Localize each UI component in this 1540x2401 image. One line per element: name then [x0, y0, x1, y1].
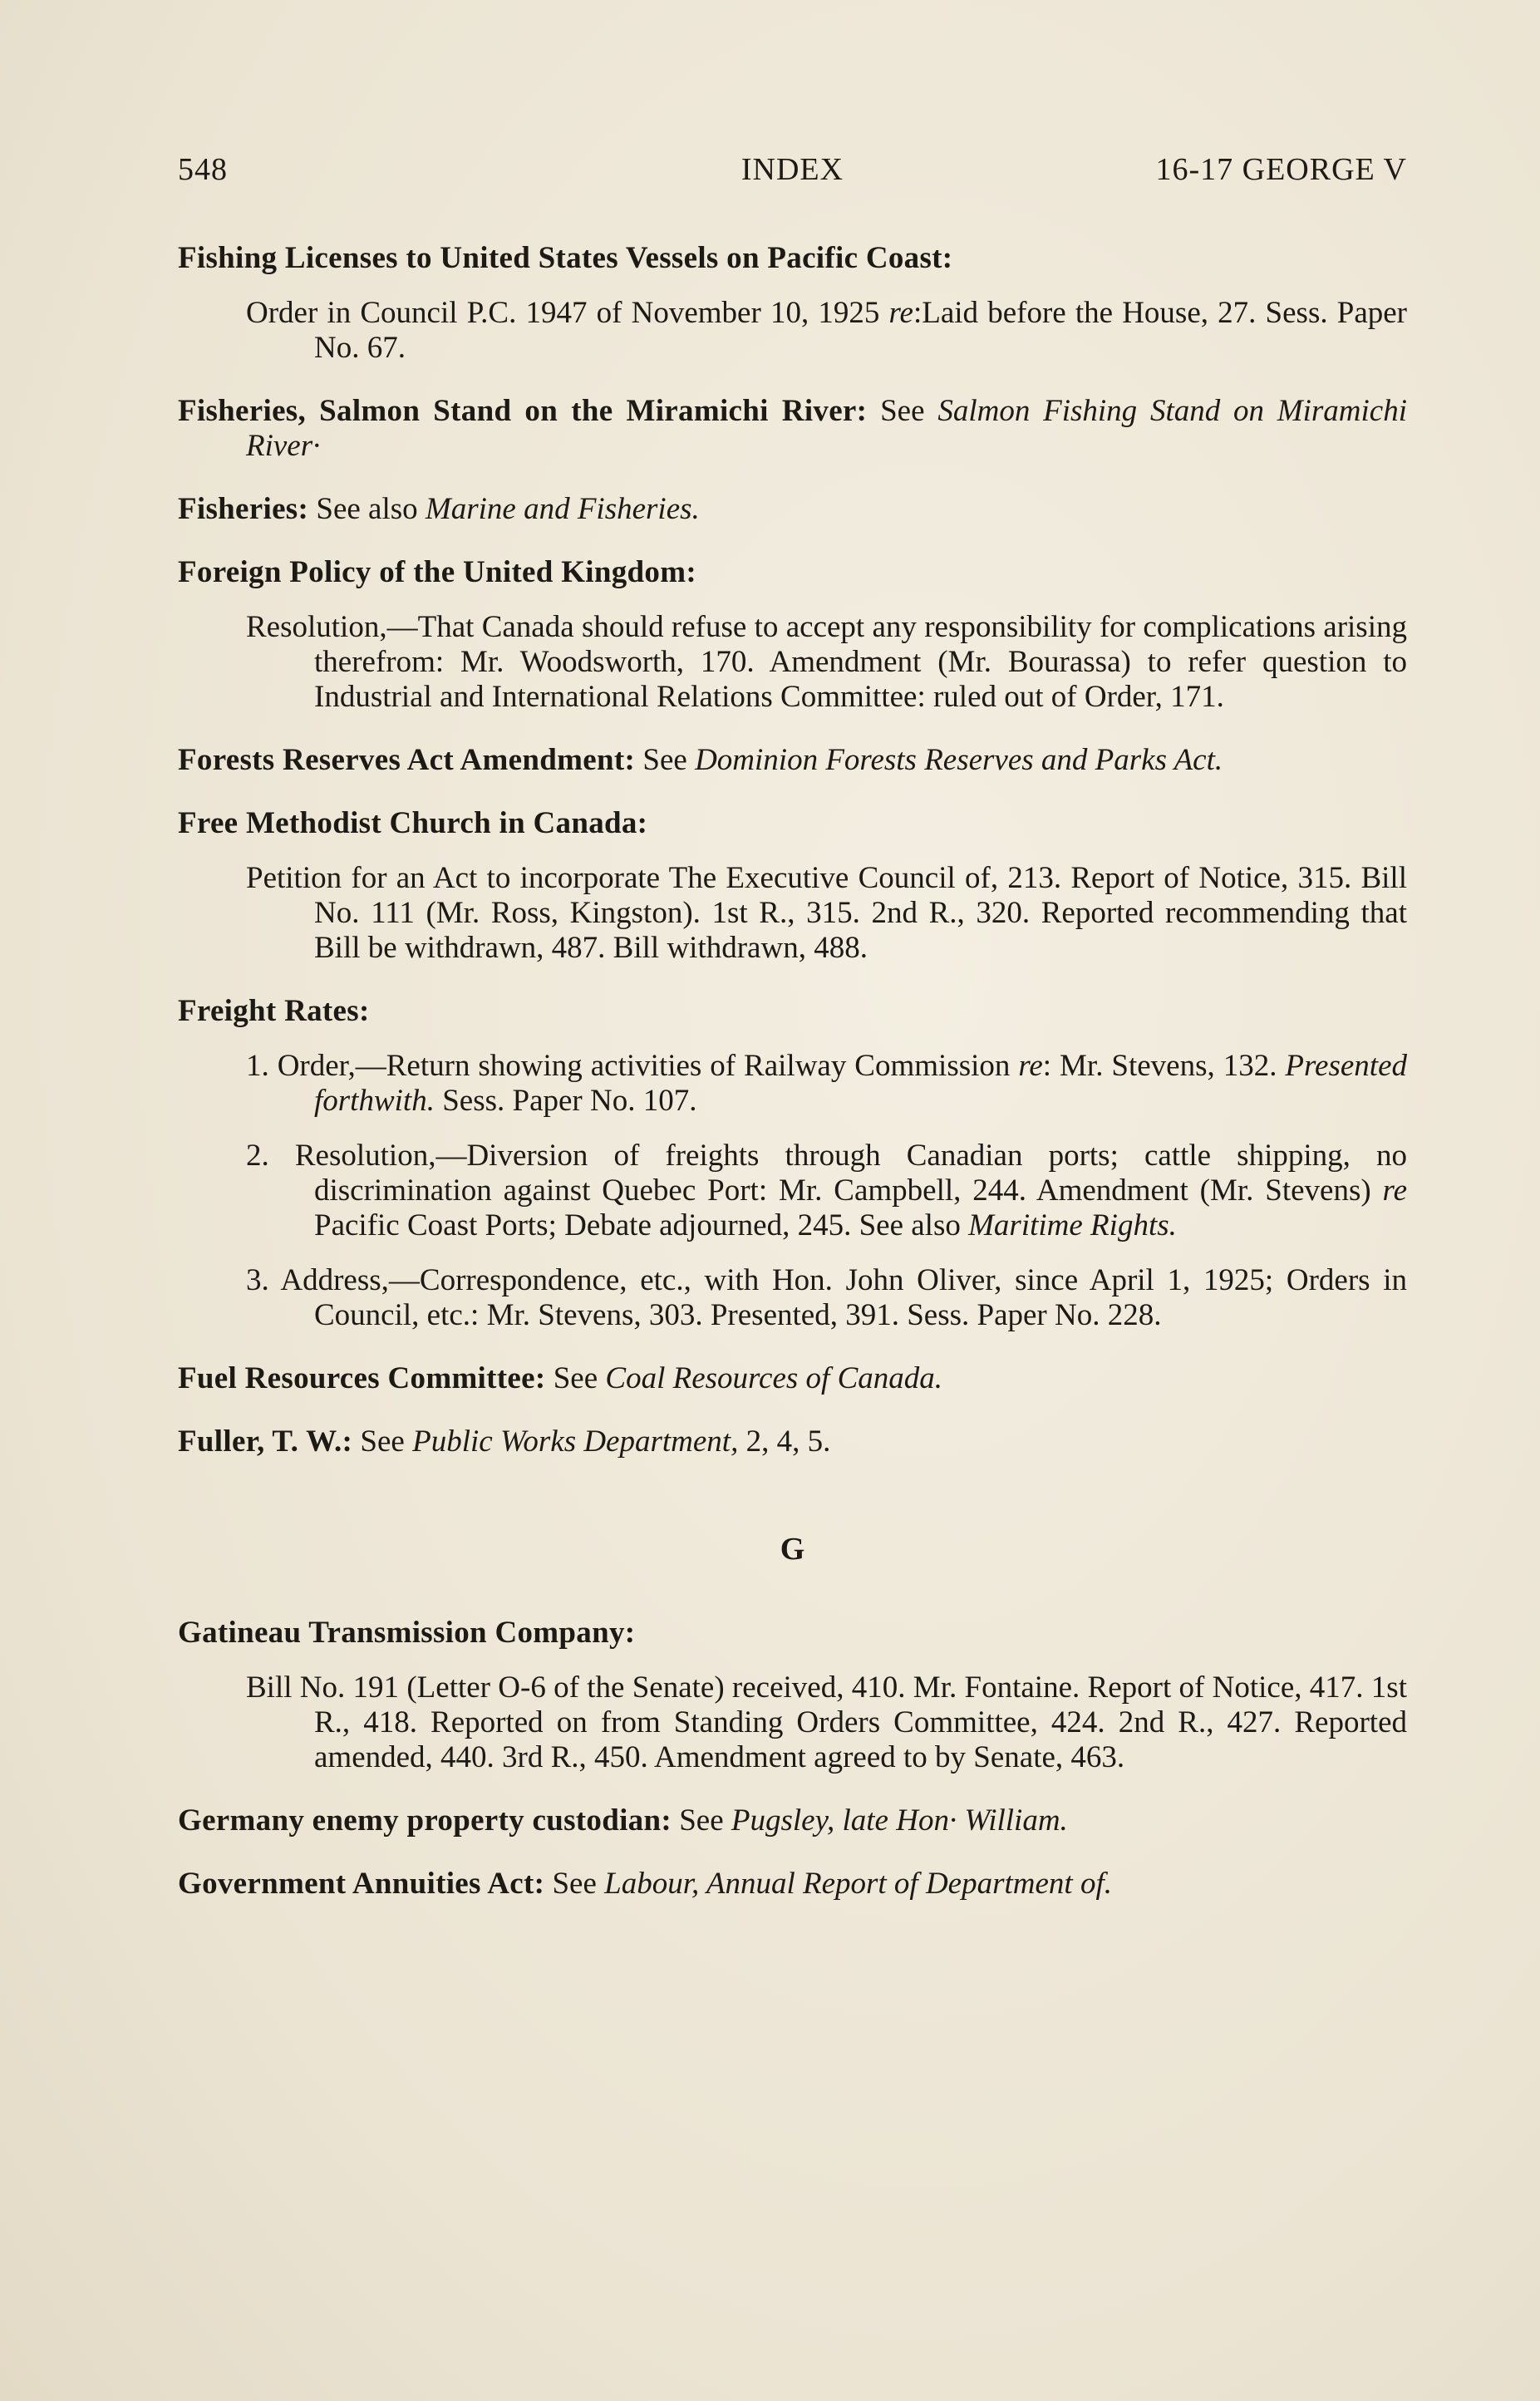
body-text: : Mr. Stevens, 132.: [1042, 1049, 1286, 1083]
entry-heading-text: Fuel Resources Committee:: [178, 1361, 546, 1395]
see-label: See: [552, 1867, 597, 1901]
body-text: Bill No. 191 (Letter O-6 of the Senate) received, 410. Mr. Fontaine. Report of Notice, 417. 1st R., 418. Reported on from Standing Orders Committee, 424. 2nd R., 427. Reported amended, 440. 3rd R., 450. Amendment agreed to by Senate, 463.: [246, 1670, 1407, 1774]
page-refs: 2, 4, 5.: [738, 1424, 831, 1459]
entry-heading: [178, 1867, 1407, 1902]
entry-body: [246, 610, 1407, 715]
body-italic: re: [888, 296, 913, 330]
body-italic: Maritime Rights.: [968, 1208, 1177, 1242]
entry-heading-text: Forests Reserves Act Amendment:: [178, 743, 636, 777]
body-italic: Presented forthwith.: [314, 1049, 1407, 1118]
body-text: Order in Council P.C. 1947 of November 10, 1925: [246, 296, 889, 330]
index-entry: [178, 555, 1407, 715]
entry-heading: [178, 806, 1407, 841]
entry-heading: [178, 743, 1407, 778]
cross-reference: Marine and Fisheries.: [425, 492, 700, 526]
index-entry: [178, 1867, 1407, 1902]
body-text: Pacific Coast Ports; Debate adjourned, 245. See also: [314, 1208, 969, 1242]
entry-heading-text: Freight Rates:: [178, 994, 370, 1028]
entry-heading-text: Free Methodist Church in Canada:: [178, 806, 648, 840]
index-entry: [178, 241, 1407, 366]
index-entry: [178, 394, 1407, 464]
entry-heading-text: Fisheries:: [178, 492, 309, 526]
cross-reference: Pugsley, late Hon· William.: [731, 1803, 1068, 1838]
cross-reference: Salmon Fishing Stand on Miramichi River·: [246, 394, 1408, 463]
entry-heading: [178, 1803, 1407, 1838]
cross-reference: Labour, Annual Report of Department of.: [604, 1867, 1112, 1901]
entry-heading-text: Germany enemy property custodian:: [178, 1803, 672, 1838]
body-text: 1. Order,—Return showing activities of Railway Commission: [246, 1049, 1019, 1083]
entry-heading: [178, 394, 1407, 464]
page-number: 548: [178, 152, 228, 187]
index-entry: [178, 1424, 1407, 1459]
entry-heading: [178, 994, 1407, 1029]
entry-heading: [178, 1616, 1407, 1651]
cross-reference: Coal Resources of Canada.: [605, 1361, 942, 1395]
entry-subitem: [246, 1263, 1407, 1333]
see-label: See: [679, 1803, 724, 1838]
entry-heading-text: Fishing Licenses to United States Vessels on Pacific Coast:: [178, 241, 953, 275]
see-label: See: [553, 1361, 598, 1395]
see-label: See: [360, 1424, 405, 1459]
cross-reference: Dominion Forests Reserves and Parks Act.: [695, 743, 1223, 777]
entry-subitem: [246, 1139, 1407, 1243]
entry-heading: [178, 241, 1407, 276]
section-letter: G: [780, 1532, 805, 1567]
entry-body: [246, 1670, 1407, 1775]
index-entry: [178, 1803, 1407, 1838]
entry-heading-text: Foreign Policy of the United Kingdom:: [178, 555, 696, 589]
index-entry: [178, 1361, 1407, 1396]
page-header: [178, 151, 1407, 193]
entry-heading: [178, 1361, 1407, 1396]
see-label: See also: [316, 492, 418, 526]
index-entry: [178, 994, 1407, 1333]
see-label: See: [880, 394, 925, 428]
entry-body: [246, 861, 1407, 966]
index-content: [178, 241, 1407, 1930]
entry-body: [246, 296, 1407, 366]
entry-heading-text: Fisheries, Salmon Stand on the Miramichi River:: [178, 394, 868, 428]
cross-reference: Public Works Department,: [412, 1424, 739, 1459]
entry-heading-text: Government Annuities Act:: [178, 1867, 545, 1901]
regnal-year: 16-17 GEORGE V: [1155, 152, 1407, 187]
entry-heading-text: Gatineau Transmission Company:: [178, 1616, 636, 1650]
index-entry: [178, 806, 1407, 966]
entry-heading: [178, 555, 1407, 590]
body-text: Petition for an Act to incorporate The Executive Council of, 213. Report of Notice, 315. Bill No. 111 (Mr. Ross, Kingston). 1st R., 315. 2nd R., 320. Reported recommending that Bill be withdrawn, 487. Bill withdrawn, 488.: [246, 861, 1407, 965]
body-italic: re: [1382, 1173, 1407, 1208]
page-title: INDEX: [740, 152, 844, 187]
body-text: 3. Address,—Correspondence, etc., with Hon. John Oliver, since April 1, 1925; Orders in Council, etc.: Mr. Stevens, 303. Presented, 391. Sess. Paper No. 228.: [246, 1263, 1407, 1332]
entry-heading-text: Fuller, T. W.:: [178, 1424, 353, 1459]
entry-heading: [178, 1424, 1407, 1459]
entry-subitem: [246, 1049, 1407, 1119]
see-label: See: [642, 743, 687, 777]
index-entry: [178, 1616, 1407, 1775]
body-text: Sess. Paper No. 107.: [434, 1084, 697, 1118]
body-text: Resolution,—That Canada should refuse to accept any responsibility for complications arising therefrom: Mr. Woodsworth, 170. Amendment (Mr. Bourassa) to refer question to Industrial and International Relations Committee: ruled out of Order, 171.: [246, 610, 1407, 714]
index-entry: [178, 492, 1407, 527]
body-italic: re: [1018, 1049, 1043, 1083]
entry-heading: [178, 492, 1407, 527]
index-entry: [178, 743, 1407, 778]
body-text: 2. Resolution,—Diversion of freights through Canadian ports; cattle shipping, no discrimination against Quebec Port: Mr. Campbell, 244. Amendment (Mr. Stevens): [246, 1139, 1407, 1208]
body-text: :Laid before the House, 27. Sess. Paper No. 67.: [314, 296, 1407, 365]
